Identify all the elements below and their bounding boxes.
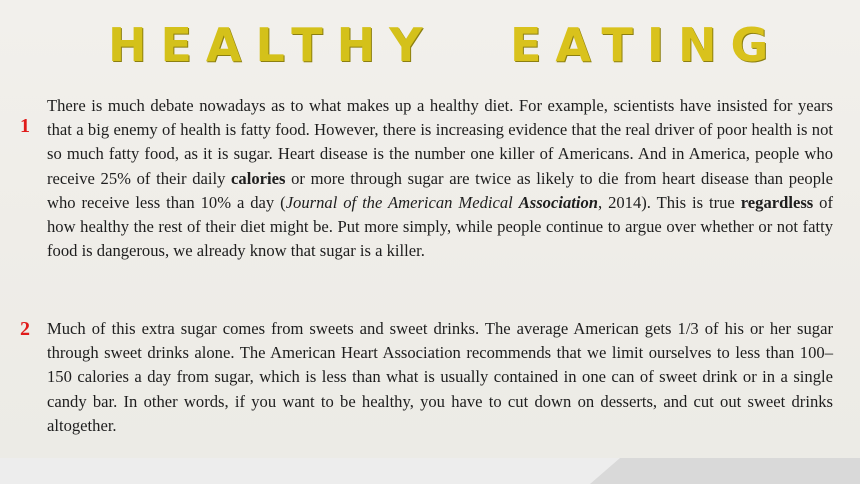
citation-journal bbox=[286, 193, 598, 212]
paragraph-number: 2 bbox=[20, 318, 30, 340]
paragraph-1 bbox=[47, 94, 833, 263]
title-word-eating: EATING bbox=[510, 18, 783, 72]
paragraph-2: Much of this extra sugar comes from sweets and sweet drinks. The average American gets 1/3 of his or her sugar through sweet drinks alone. The American Heart Association recommends that we limit ourselves to less than 100–150 calories a day from sugar, which is less than what is usually contained in one can of sweet drink or in a single candy bar. In other words, if you want to be healthy, you have to cut down on desserts, and cut out sweet drinks altogether. bbox=[47, 319, 833, 435]
keyword-calories: calories bbox=[231, 168, 286, 188]
paragraph-text: of how healthy the rest of their diet might be. Put more simply, while people continue to argue over whether or not fatty food is dangerous, we already know that sugar is a killer. bbox=[47, 192, 833, 261]
citation-journal-title: Journal of the American Medical bbox=[285, 192, 519, 212]
paragraph-text: or more through sugar are twice as likely to die from heart disease than people who receive less than 10% a day ( bbox=[47, 168, 833, 212]
paragraph-number: 1 bbox=[20, 115, 30, 137]
paragraph-text: , 2014). This is true bbox=[598, 192, 741, 212]
keyword-regardless: regardless bbox=[740, 192, 814, 212]
footer-wedge bbox=[590, 458, 860, 484]
title-word-healthy: HEALTHY bbox=[108, 18, 437, 72]
paragraph-text: There is much debate nowadays as to what makes up a healthy diet. For example, scientists have insisted for years that a big enemy of health is fatty food. However, there is increasing evidence that the real driver of poor health is not so much fatty food, as it is sugar. Heart disease is the number one killer of Americans. And in America, people who receive 25% of their daily bbox=[47, 96, 833, 188]
title-banner bbox=[0, 0, 860, 92]
citation-journal-bold: Association bbox=[518, 192, 599, 212]
